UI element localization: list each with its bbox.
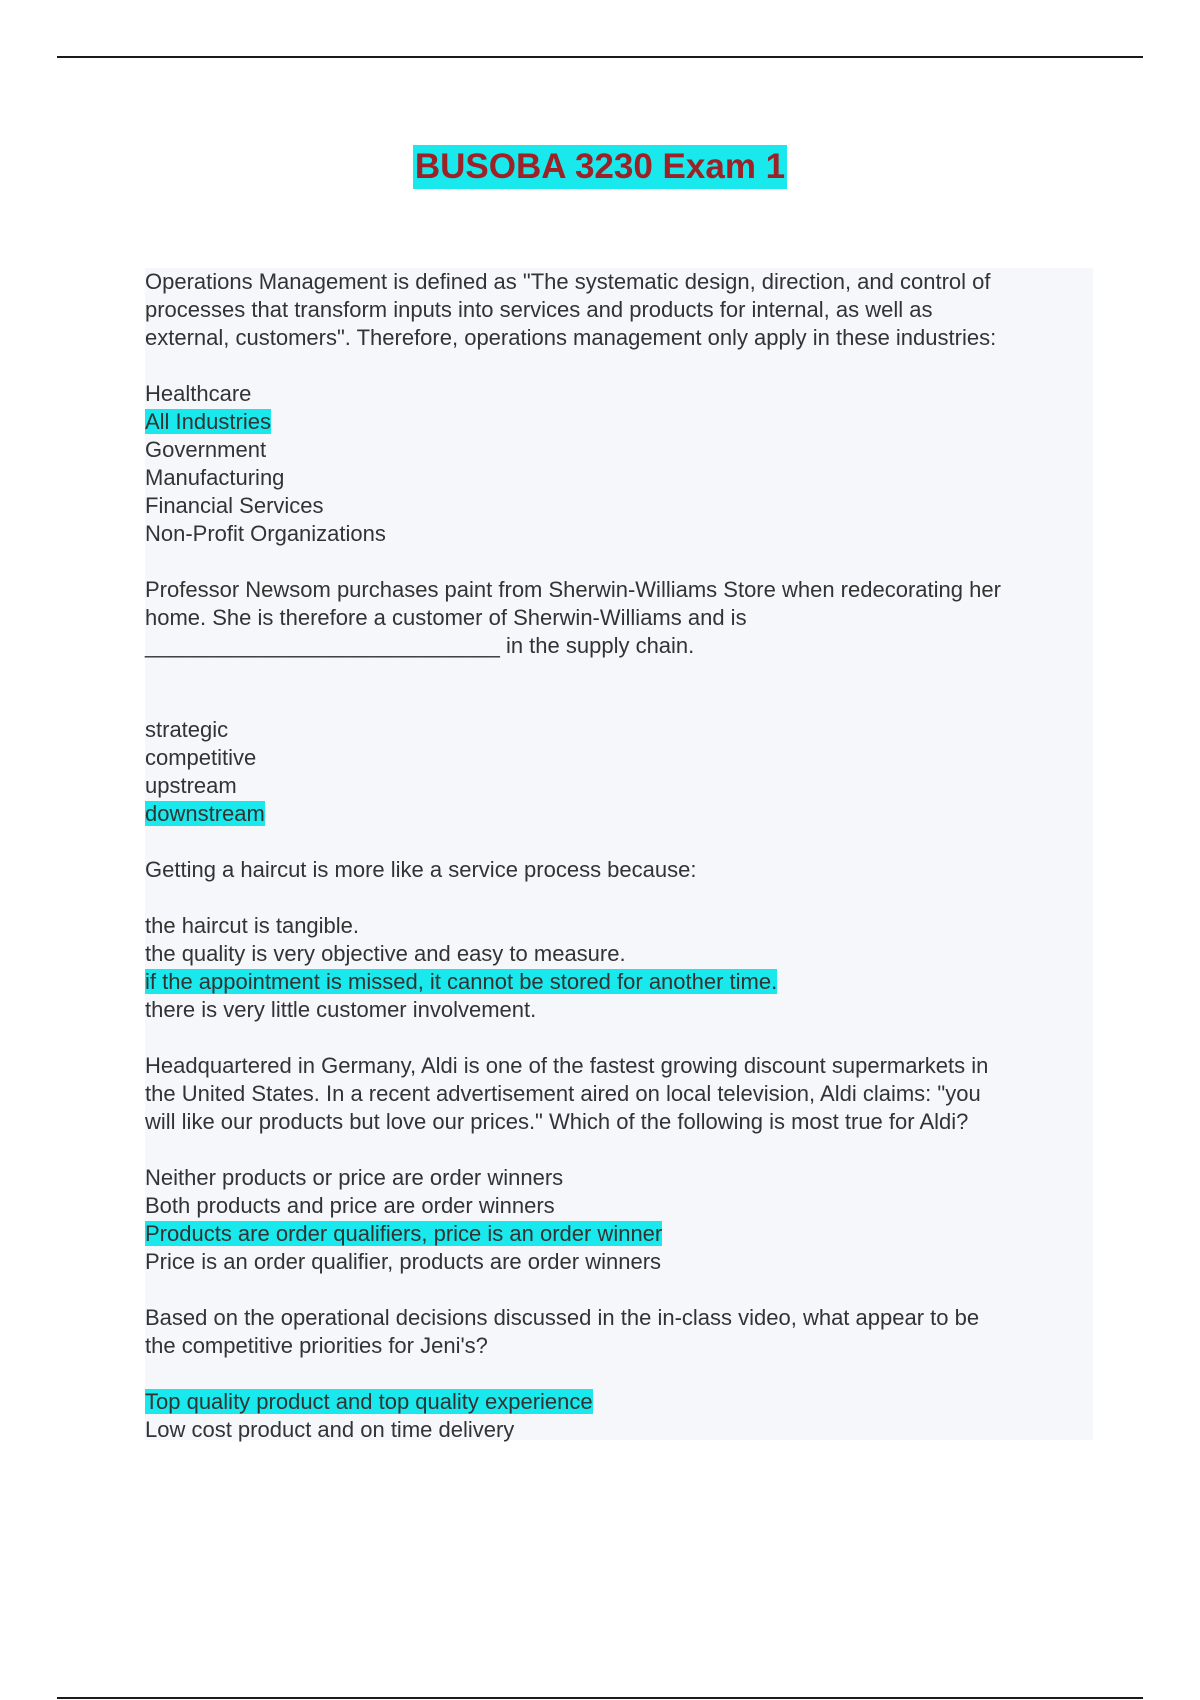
question-4-option: Neither products or price are order winners xyxy=(145,1165,564,1190)
question-1-option: Healthcare xyxy=(145,381,252,406)
question-1-prompt-line-3: external, customers". Therefore, operations management only apply in these industries: xyxy=(145,325,997,350)
question-3-option-correct xyxy=(145,968,1093,996)
question-3-option: the haircut is tangible. xyxy=(145,913,360,938)
question-5-prompt-line-1: Based on the operational decisions discussed in the in-class video, what appear to be xyxy=(145,1305,980,1330)
question-4-option-correct xyxy=(145,1220,1093,1248)
question-2-prompt-line-2: home. She is therefore a customer of Sherwin-Williams and is xyxy=(145,605,747,630)
question-4-option: Price is an order qualifier, products are order winners xyxy=(145,1249,662,1274)
question-2-option: competitive xyxy=(145,745,257,770)
question-4-option: Both products and price are order winners xyxy=(145,1193,555,1218)
question-1-option: Non-Profit Organizations xyxy=(145,521,386,546)
title-container xyxy=(0,145,1200,189)
question-2-option-correct xyxy=(145,800,1093,828)
question-2-option: upstream xyxy=(145,773,237,798)
question-4 xyxy=(145,1052,1093,1276)
bottom-rule xyxy=(57,1697,1143,1699)
question-5 xyxy=(145,1304,1093,1444)
answer-highlight: Products are order qualifiers, price is an order winner xyxy=(145,1221,663,1246)
question-4-prompt-line-3: will like our products but love our prices." Which of the following is most true for Aldi? xyxy=(145,1109,969,1134)
question-1-prompt-line-2: processes that transform inputs into services and products for internal, as well as xyxy=(145,297,933,322)
question-4-prompt-line-2: the United States. In a recent advertisement aired on local television, Aldi claims: "you xyxy=(145,1081,981,1106)
question-2-prompt-line-3: _____________________________ in the supply chain. xyxy=(145,633,695,658)
question-4-prompt-line-1: Headquartered in Germany, Aldi is one of the fastest growing discount supermarkets in xyxy=(145,1053,989,1078)
top-rule xyxy=(57,56,1143,58)
question-3-option: the quality is very objective and easy to measure. xyxy=(145,941,626,966)
exam-content xyxy=(145,268,1093,1440)
answer-highlight: downstream xyxy=(145,801,265,826)
question-2 xyxy=(145,576,1093,828)
question-1-option-correct xyxy=(145,408,1093,436)
question-3-option: there is very little customer involvement. xyxy=(145,997,537,1022)
question-5-option: Low cost product and on time delivery xyxy=(145,1417,515,1442)
question-1-prompt-line-1: Operations Management is defined as "The systematic design, direction, and control of xyxy=(145,269,991,294)
question-1 xyxy=(145,268,1093,548)
document-title: BUSOBA 3230 Exam 1 xyxy=(413,145,787,189)
question-1-option: Financial Services xyxy=(145,493,324,518)
question-5-option-correct xyxy=(145,1388,1093,1416)
question-3 xyxy=(145,856,1093,1024)
answer-highlight: All Industries xyxy=(145,409,271,434)
answer-highlight: if the appointment is missed, it cannot be stored for another time. xyxy=(145,969,778,994)
question-1-option: Government xyxy=(145,437,267,462)
answer-highlight: Top quality product and top quality experience xyxy=(145,1389,593,1414)
question-1-option: Manufacturing xyxy=(145,465,285,490)
question-3-prompt-line-1: Getting a haircut is more like a service process because: xyxy=(145,857,697,882)
question-5-prompt-line-2: the competitive priorities for Jeni's? xyxy=(145,1333,488,1358)
question-2-prompt-line-1: Professor Newsom purchases paint from Sherwin-Williams Store when redecorating her xyxy=(145,577,1001,602)
question-2-option: strategic xyxy=(145,717,229,742)
